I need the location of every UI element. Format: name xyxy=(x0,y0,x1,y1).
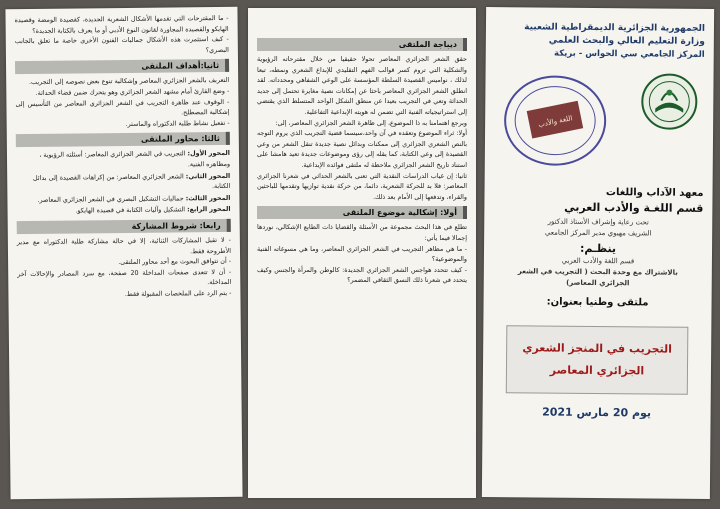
intro-question-1: - ما المقترحات التي تقدمها الأشكال الشعرية الجديدة، كقصيدة الومضة وقصيدة الهايكو والقصيدة المجاورة لقانون النوع الأدبي أو ما يعرف بالكتابة الجديدة؟ xyxy=(14,13,229,35)
department-name: قسم اللغـة والأدب العربي xyxy=(564,200,704,215)
preamble-paragraph: ثانيا: إن غياب الدراسات النقدية التي تعنى بالشعر الحداثي في شعرنا الجزائري المعاصر: فلا بد للحركة الشعرية، دائما، من حركة نقدية توازيها وتقدمها للباحثين والقراء، وتدفعها إلى الأمام بعد ذلك. xyxy=(257,171,467,201)
axis-item-1 xyxy=(16,148,230,171)
institute-name: معهد الآداب واللغات xyxy=(605,187,704,199)
event-title-box xyxy=(506,325,689,395)
intro-question-2: - كيف استثمرت هذه الأشكال جماليات الفنون الأخرى خاصة ما تعلق بالجانب البصري؟ xyxy=(14,35,229,54)
event-date: يوم 20 مارس 2021 xyxy=(542,405,652,420)
problem-paragraph: - كيف تتحدد هواجس الشعر الجزائري الجديدة: كالوطن والمرأة والجنس وكيف يتحدد في شعرنا ذلك النسق الثقافي المضمر؟ xyxy=(257,265,467,285)
organizing-department: قسم اللغة والأدب العربي xyxy=(561,256,635,266)
panel-cover xyxy=(482,7,714,499)
condition-item: - لا تقبل المشاركات الثنائية، إلا في حالة مشاركة طلبة الدكتوراه مع مدير الأطروحة فقط. xyxy=(16,235,232,255)
goals-heading: ثانيا:أهداف الملتقى xyxy=(15,59,229,74)
condition-item: - أن تتوافق البحوث مع أحد محاور الملتقى. xyxy=(118,256,232,267)
axis-text: جماليات التشكيل البصري في الشعر الجزائري المعاصر. xyxy=(37,194,186,204)
axis-label: المحور الثاني: xyxy=(185,171,231,180)
axis-label: المحور الأول: xyxy=(187,149,231,158)
event-title-line-1: التجريب في المنجز الشعري xyxy=(522,341,672,356)
axes-heading: ثالثا: محاور الملتقى xyxy=(16,132,230,147)
preamble-heading: ديباجة الملتقى xyxy=(257,38,467,51)
preamble-paragraph: أولا: ثراء الموضوع وتعقده في آن واحد،سيسما قضية التجريب الذي يروم التوجه بالنص الشعري الجزائري إلى ممكنات وبدائل نصية جديدة تنقل الشعر من وعي القصيدة إلى وعي الكتابة، كما يقله إلى رؤى وموضوعات جديدة تعيد هامشا على استناد تاريخ الشعر الجزائري ملاحظة له ملتقى فوائده الإبداعية. xyxy=(257,129,467,169)
axis-label: المحور الرابع: xyxy=(187,205,231,214)
svg-text:اللغة والأدب: اللغة والأدب xyxy=(537,114,574,129)
axis-text: التجريب في الشعر الجزائري المعاصر: أسئلته الرؤيوية ، ومظاهره الفنية. xyxy=(39,149,231,169)
department-seal-icon xyxy=(495,65,616,176)
goal-item: - وضع القارئ أمام مشهد الشعر الجزائري وهو يتحرك ضمن فضاء الحداثة. xyxy=(35,86,230,97)
director-name: الشريف مهيوي مدير المركز الجامعي xyxy=(544,228,652,238)
goal-item: - الوقوف عند ظاهرة التجريب في الشعر الجزائري المعاصر من التأسيس إلى إشكالية المصطلح. xyxy=(15,97,230,117)
axis-item-4 xyxy=(17,204,231,217)
organizes-label: ينظـم: xyxy=(579,241,617,256)
patronage-text: تحت رعاية وإشراف الأستاذ الدكتور xyxy=(547,217,649,227)
axis-text: التشكيل وآليات الكتابة في قصيدة الهايكو. xyxy=(75,205,188,215)
event-type-label: ملتقى وطنيا بعنوان: xyxy=(546,296,649,309)
axis-text: الشعر الجزائري المعاصر: من إكراهات القصيدة إلى بدائل الكتابة. xyxy=(32,171,231,191)
goal-item: التعريف بالشعر الجزائري المعاصر وإشكالية تنوع بعض نصوصه إلى التجريب. xyxy=(28,76,230,87)
university-center-name: المركز الجامعي سي الحواس - بريكة xyxy=(554,48,705,60)
condition-item: - أن لا تتعدى صفحات المداخلة 20 صفحة، مع سرد المصادر والإحالات آخر المداخلة. xyxy=(17,267,232,287)
condition-item: - يتم الرد على الملخصات المقبولة فقط. xyxy=(124,288,232,298)
event-title-line-2: الجزائري المعاصر xyxy=(549,363,645,378)
ministry-name: وزارة التعليم العالي والبحث العلمي xyxy=(548,35,705,47)
preamble-paragraph: وبرجع اهتمامنا به ذا الموضوع، إلى ظاهرة الشعر الجزائري المعاصر، إلى: xyxy=(275,118,467,127)
research-unit-partner: بالاشتراك مع وحدة البحث ( التجريب في الشعر الجزائري المعاصر) xyxy=(517,267,678,288)
problem-heading: أولا: إشكالية موضوع الملتقى xyxy=(257,206,467,219)
goal-item: - تفعيل نشاط طلبة الدكتوراه والماستر. xyxy=(125,118,230,128)
preamble-paragraph: حقق الشعر الجزائري المعاصر تحولا حقيقيا من خلال مقترحاته الرؤيوية والشكلية التي تروم كسر قوالب الفهم التقليدي للإبداع الشعري ونمطه، تبعا لذلك ، نواميس القصيدة السلطة المؤسسة على الوعي الشفاهي ومحدداته. لقد انطلق الشعر الجزائري المعاصر باحثا عن إمكانات نصية مغايرة تحتمل إلى جديد الحداثة وتعي في التجريب بعيدا عن منطق الشكل الواحد المتسلط الذي يقتضي إلى استراتيجياته الفنية التي تضمن له هويته الإبداعية التفاعلية. xyxy=(257,55,467,116)
problem-paragraph: - ما هي مظاهر التجريب في الشعر الجزائري المعاصر، وما هي مسوغاته الفنية والموضوعية؟ xyxy=(257,244,467,264)
university-logo-icon xyxy=(639,70,700,133)
axis-item-3 xyxy=(16,193,230,206)
axis-item-2 xyxy=(16,170,230,193)
republic-name: الجمهورية الجزائرية الديمقراطية الشعبية xyxy=(524,22,706,34)
problem-paragraph: تطلع في هذا البحث مجموعة من الأسئلة والقضايا ذات الطابع الإشكالي، نوردها إجمالا فيما يأتي: xyxy=(257,223,467,242)
axis-label: المحور الثالث: xyxy=(185,193,231,203)
panel-middle xyxy=(248,8,476,498)
conditions-heading: رابعا: شروط المشاركة xyxy=(17,219,231,234)
panel-left xyxy=(5,7,242,499)
